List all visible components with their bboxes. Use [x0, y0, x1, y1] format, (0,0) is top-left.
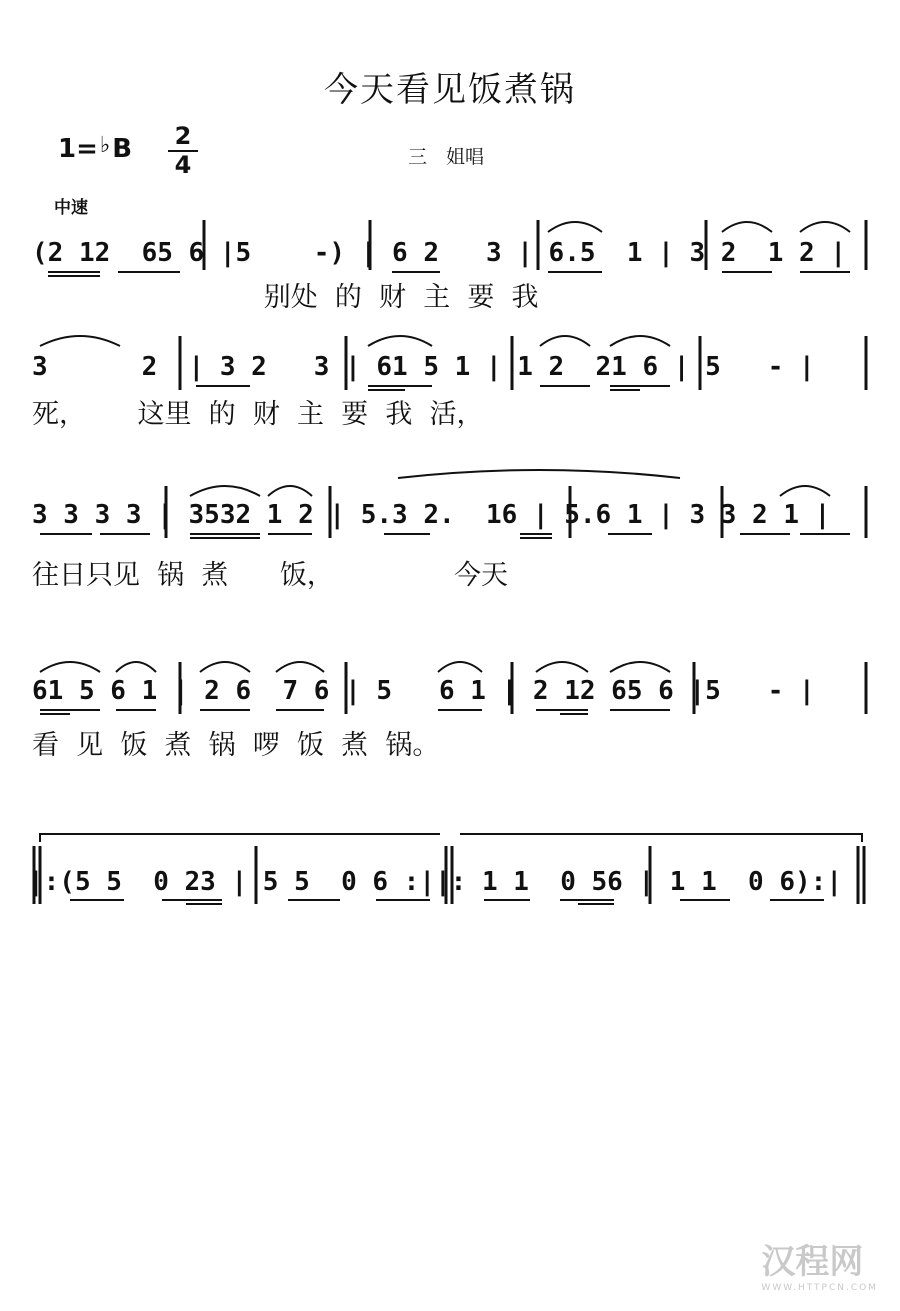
bracket: [460, 834, 862, 842]
watermark-logo: [761, 1234, 878, 1293]
lyrics-line-1: 别处 的 财 主 要 我: [32, 282, 539, 313]
watermark-main: 汉程网: [761, 1242, 864, 1282]
tempo-marking: 中速: [54, 198, 88, 218]
lyrics-line-3: 往日只见 锅 煮 饭， 今天: [32, 560, 508, 591]
slur: [610, 336, 670, 346]
slur: [398, 470, 680, 478]
bracket: [40, 834, 440, 842]
slur: [610, 662, 670, 672]
slur: [200, 662, 250, 672]
slur: [722, 222, 772, 232]
accompaniment-line: |:(5 5 0 23 | 5 5 0 6 :||: 1 1 0 56 | 1 1 0 6):|: [28, 867, 842, 897]
lyrics-line-4: 看 见 饭 煮 锅 啰 饭 煮 锅。: [32, 730, 440, 761]
key-note: B: [112, 134, 133, 164]
notation-line-4: 61 5 6 1 | 2 6 7 6 | 5 6 1 | 2 12 65 6 |5 - |: [32, 676, 815, 706]
slur: [40, 336, 120, 346]
slur: [438, 662, 482, 672]
key-signature: [58, 133, 132, 164]
slur: [368, 336, 432, 346]
meter-denominator: 4: [174, 151, 192, 179]
singer-credit: 三 姐唱: [408, 146, 485, 168]
song-title: 今天看见饭煮锅: [324, 70, 576, 110]
slur: [40, 662, 100, 672]
slur: [548, 222, 602, 232]
lyrics-line-2: 死， 这里 的 财 主 要 我 活，: [32, 399, 484, 430]
slur: [536, 662, 588, 672]
slur: [780, 486, 830, 496]
notation-line-2: 3 2 | 3 2 3 | 61 5 1 | 1 2 21 6 | 5 - |: [32, 352, 815, 382]
slur: [268, 486, 312, 496]
key-prefix: 1=: [58, 134, 98, 164]
flat-symbol: ♭: [99, 133, 111, 158]
slur: [540, 336, 590, 346]
meter-numerator: 2: [174, 122, 192, 150]
notation-line-1: (2 12 65 6 |5 -) | 6 2 3 | 6.5 1 | 3 2 1 2 |: [32, 238, 846, 268]
slur: [276, 662, 324, 672]
slur: [190, 486, 260, 496]
slur: [116, 662, 156, 672]
slur: [800, 222, 850, 232]
notation-line-3: 3 3 3 3 | 3532 1 2 | 5.3 2. 16 | 5.6 1 | 3 3 2 1 |: [32, 500, 831, 530]
time-signature: [168, 124, 198, 178]
watermark-url: WWW.HTTPCN.COM: [761, 1283, 878, 1293]
